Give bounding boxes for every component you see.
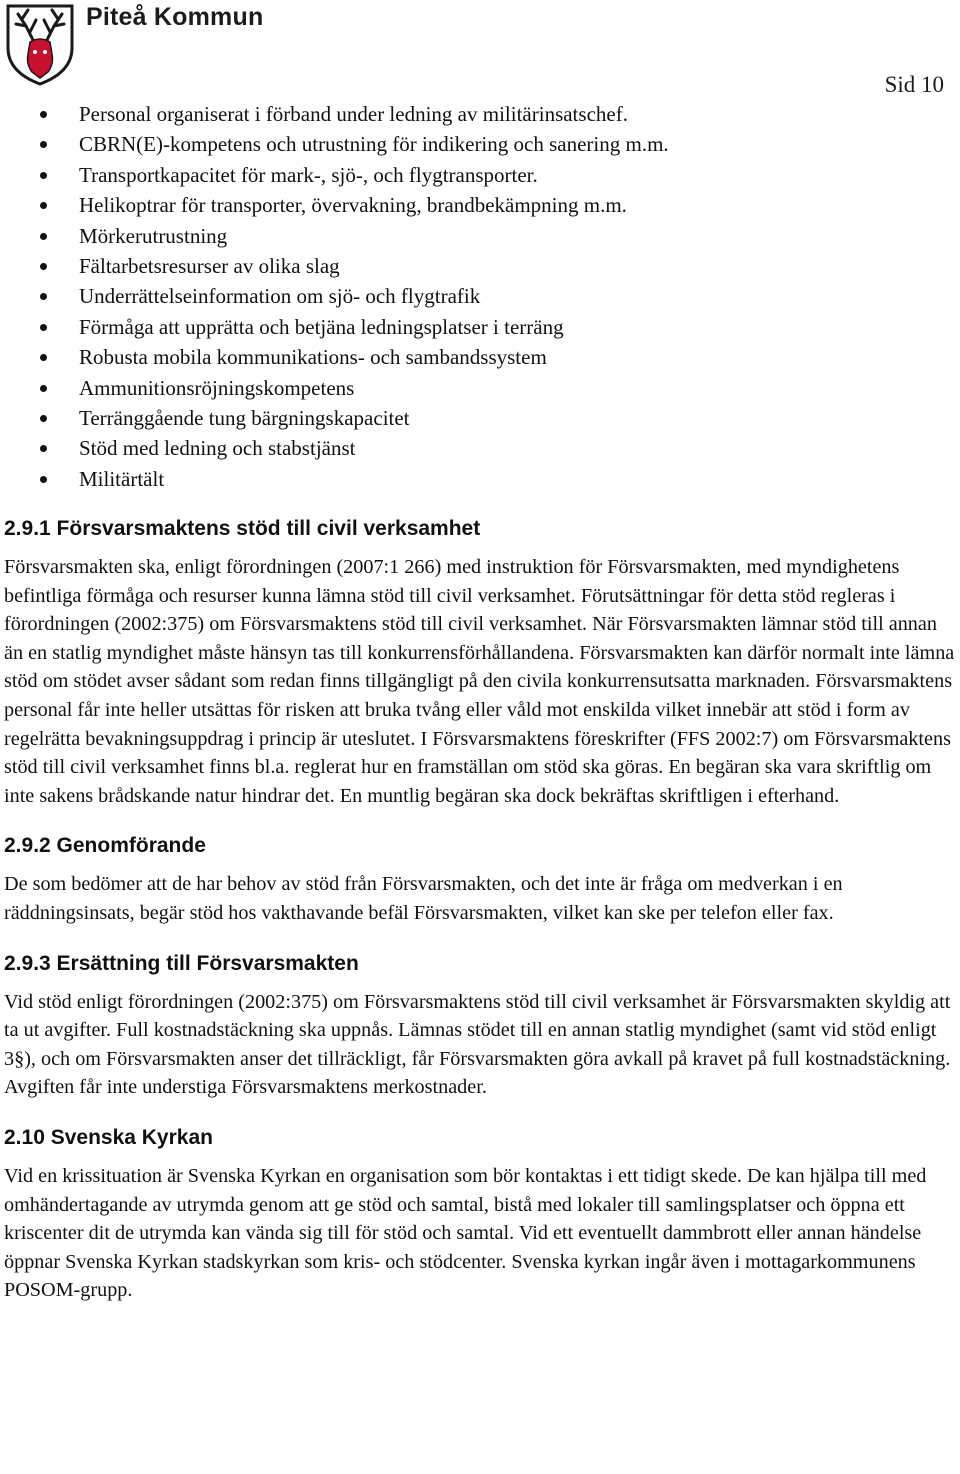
bullet-icon bbox=[40, 445, 47, 452]
section-heading: 2.9.2 Genomförande bbox=[4, 834, 206, 858]
bullet-icon bbox=[40, 202, 47, 209]
section-heading: 2.10 Svenska Kyrkan bbox=[4, 1125, 213, 1149]
list-item-text: Stöd med ledning och stabstjänst bbox=[79, 436, 356, 461]
list-item bbox=[0, 464, 669, 494]
list-item-text: Förmåga att upprätta och betjäna ledningsplatser i terräng bbox=[79, 314, 564, 339]
list-item-text: Helikoptrar för transporter, övervakning, brandbekämpning m.m. bbox=[79, 193, 627, 218]
bullet-icon bbox=[40, 354, 47, 361]
bullet-icon bbox=[40, 141, 47, 148]
list-item-text: Fältarbetsresurser av olika slag bbox=[79, 253, 340, 278]
section-church-of-sweden bbox=[4, 1120, 956, 1305]
bullet-icon bbox=[40, 415, 47, 422]
section-implementation bbox=[4, 828, 956, 927]
pitea-coat-of-arms-logo bbox=[4, 2, 76, 86]
list-item bbox=[0, 403, 669, 433]
bullet-icon bbox=[40, 233, 47, 240]
list-item-text: Terränggående tung bärgningskapacitet bbox=[79, 405, 410, 430]
section-defense-support bbox=[4, 511, 956, 810]
section-paragraph: Vid en krissituation är Svenska Kyrkan en organisation som bör kontaktas i ett tidigt skede. De kan hjälpa till med omhändertagande av utrymda genom att ge stöd och samtal, bistå med lokaler till samlingsplatser och öppna ett kriscenter dit de utrymda kan vända sig till för stöd och samtal. Vid ett eventuellt dammbrott eller annan händelse öppnar Svenska Kyrkan stadskyrkan som kris- och stödcenter. Svenska kyrkan ingår även i mottagarkommunens POSOM-grupp. bbox=[4, 1164, 927, 1302]
list-item-text: Personal organiserat i förband under ledning av militärinsatschef. bbox=[79, 102, 628, 126]
list-item bbox=[0, 129, 669, 159]
list-item bbox=[0, 99, 669, 129]
list-item-text: Ammunitionsröjningskompetens bbox=[79, 375, 355, 400]
bullet-icon bbox=[40, 172, 47, 179]
list-item bbox=[0, 190, 669, 220]
section-compensation bbox=[4, 946, 956, 1102]
bullet-icon bbox=[40, 293, 47, 300]
list-item-text: Robusta mobila kommunikations- och sambandssystem bbox=[79, 345, 547, 370]
list-item bbox=[0, 221, 669, 251]
document-body bbox=[4, 511, 956, 1323]
section-paragraph: De som bedömer att de har behov av stöd från Försvarsmakten, och det inte är fråga om medverkan i en räddningsinsats, begär stöd hos vakthavande befäl Försvarsmakten, vilket kan ske per telefon eller fax. bbox=[4, 873, 843, 924]
section-heading: 2.9.3 Ersättning till Försvarsmakten bbox=[4, 951, 359, 975]
list-item bbox=[0, 251, 669, 281]
list-item-text: Underrättelseinformation om sjö- och flygtrafik bbox=[79, 284, 481, 309]
section-heading: 2.9.1 Försvarsmaktens stöd till civil verksamhet bbox=[4, 517, 481, 540]
list-item bbox=[0, 281, 669, 311]
list-item bbox=[0, 160, 669, 190]
organization-name: Piteå Kommun bbox=[86, 3, 264, 31]
section-paragraph: Vid stöd enligt förordningen (2002:375) om Försvarsmaktens stöd till civil verksamhet är Försvarsmakten skyldig att ta ut avgifter. Full kostnadstäckning ska uppnås. Lämnas stödet till en annan statlig myndighet (samt vid stöd enligt 3§), och om Försvarsmakten anser det tillräckligt, får Försvarsmakten göra avkall på kravet på full kostnadstäckning. Avgiften får inte understiga Försvarsmaktens merkostnader. bbox=[4, 990, 951, 1099]
list-item bbox=[0, 373, 669, 403]
list-item-text: CBRN(E)-kompetens och utrustning för indikering och sanering m.m. bbox=[79, 132, 669, 157]
bullet-icon bbox=[40, 476, 47, 483]
list-item-text: Transportkapacitet för mark-, sjö-, och flygtransporter. bbox=[79, 162, 538, 187]
list-item bbox=[0, 433, 669, 463]
list-item bbox=[0, 342, 669, 372]
bullet-icon bbox=[40, 111, 47, 118]
section-paragraph: Försvarsmakten ska, enligt förordningen (2007:1 266) med instruktion för Försvarsmakten, med myndighetens befintliga förmåga och resurser kunna lämna stöd till civil verksamhet. Förutsättningar för detta stöd regleras i förordningen (2002:375) om Försvarsmaktens stöd till civil verksamhet. När Försvarsmakten lämnar stöd till annan än en statlig myndighet måste hänsyn tas till konkurrensförhållandena. Försvarsmakten kan därför normalt inte lämna stöd om stödet avser sådant som redan finns tillgängligt på den civila konkurrensutsatta marknaden. Försvarsmaktens personal får inte heller utsättas för risken att bruka tvång eller våld mot enskilda vilket innebär att stöd i form av regelrätta bevakningsuppdrag i princip är uteslutet. I Försvarsmaktens föreskrifter (FFS 2002:7) om Försvarsmaktens stöd till civil verksamhet finns bl.a. reglerat hur en framställan om stöd ska göras. En begäran ska vara skriftlig om inte sakens brådskande natur hindrar det. En muntlig begäran ska dock bekräftas skriftligen i efterhand. bbox=[4, 556, 955, 807]
bullet-icon bbox=[40, 324, 47, 331]
military-resource-list bbox=[0, 99, 669, 494]
bullet-icon bbox=[40, 263, 47, 270]
list-item bbox=[0, 312, 669, 342]
page-number: Sid 10 bbox=[884, 72, 944, 97]
list-item-text: Mörkerutrustning bbox=[79, 223, 228, 248]
list-item-text: Militärtält bbox=[79, 466, 165, 491]
bullet-icon bbox=[40, 385, 47, 392]
